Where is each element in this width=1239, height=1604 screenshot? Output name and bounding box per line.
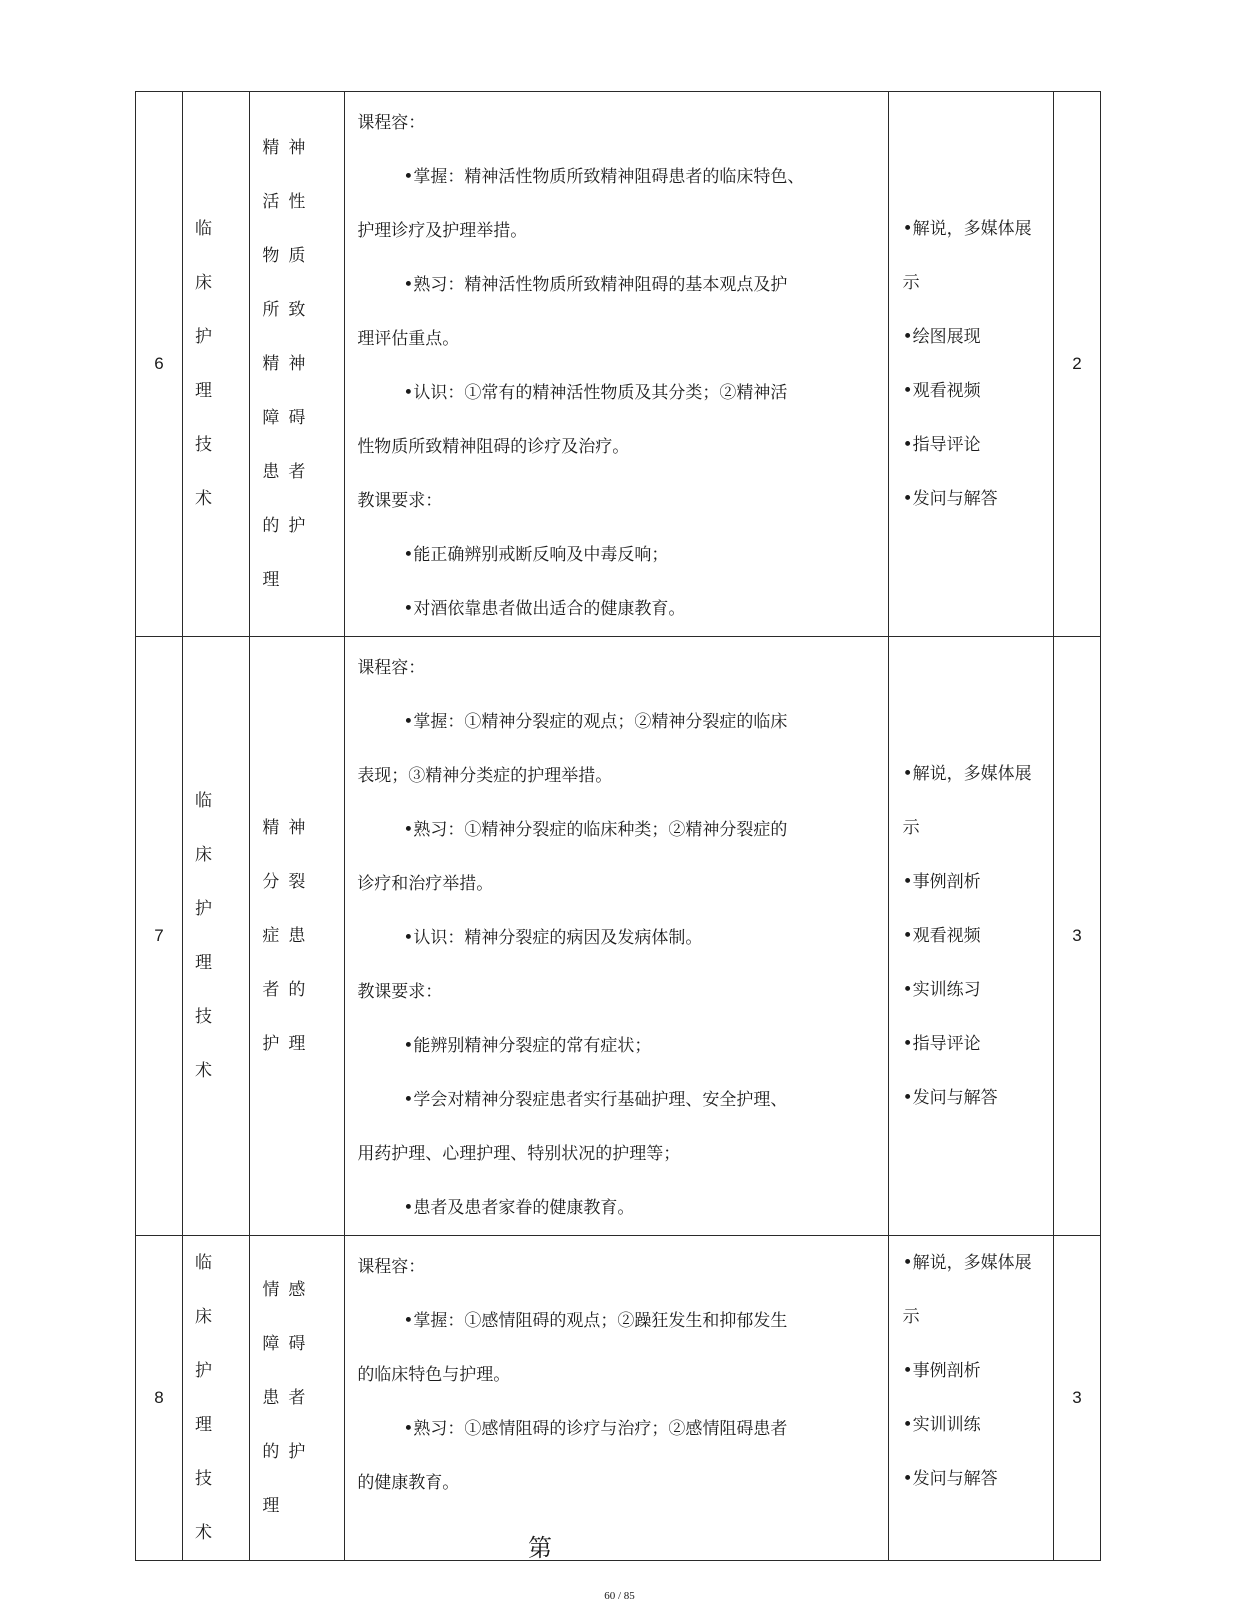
topic-cell: 精神分裂症患者的护理 <box>250 637 345 1236</box>
content-line: •熟习：①精神分裂症的临床种类；②精神分裂症的 <box>403 820 788 840</box>
methods-cell <box>888 1236 1053 1561</box>
content-cell <box>345 637 888 1236</box>
method-item: •实训训练 <box>902 1415 981 1435</box>
page-number: 60 / 85 <box>604 1590 635 1602</box>
content-line: •对酒依靠患者做出适合的健康教育。 <box>403 599 686 619</box>
content-line: •患者及患者家眷的健康教育。 <box>403 1198 635 1218</box>
content-line: 用药护理、心理护理、特别状况的护理等； <box>357 1144 681 1164</box>
content-cell <box>345 92 888 637</box>
content-line: 的临床特色与护理。 <box>357 1365 511 1385</box>
content-line: 课程容： <box>357 658 426 678</box>
row-number: 8 <box>136 1236 183 1561</box>
method-item: •发问与解答 <box>902 489 998 509</box>
method-item: •事例剖析 <box>902 872 981 892</box>
method-item: •指导评论 <box>902 435 981 455</box>
content-line: 表现；③精神分类症的护理举措。 <box>357 766 613 786</box>
topic-cell: 情感障碍患者的护理 <box>250 1236 345 1561</box>
method-item: •观看视频 <box>902 381 981 401</box>
page-footer-char: 第 <box>528 1534 552 1562</box>
content-line: •掌握：①感情阻碍的观点；②躁狂发生和抑郁发生 <box>403 1311 788 1331</box>
method-item: •观看视频 <box>902 926 981 946</box>
content-line: 理评估重点。 <box>357 329 460 349</box>
table-row <box>136 92 1101 637</box>
table-row <box>136 1236 1101 1561</box>
hours-cell: 2 <box>1053 92 1100 637</box>
content-line: 性物质所致精神阻碍的诊疗及治疗。 <box>357 437 630 457</box>
content-cell <box>345 1236 888 1561</box>
method-item: •解说，多媒体展 <box>902 219 1032 239</box>
method-item: •解说，多媒体展 <box>902 764 1032 784</box>
method-item: •绘图展现 <box>902 327 981 347</box>
hours-cell: 3 <box>1053 637 1100 1236</box>
module-cell: 临床护理技术 <box>182 1236 249 1561</box>
method-item: 示 <box>902 1307 920 1327</box>
topic-cell: 精神活性物质所致精神障碍患者的护理 <box>250 92 345 637</box>
content-line: •熟习：精神活性物质所致精神阻碍的基本观点及护 <box>403 275 788 295</box>
content-line: 教课要求： <box>357 491 443 511</box>
row-number: 6 <box>136 92 183 637</box>
hours-cell: 3 <box>1053 1236 1100 1561</box>
method-item: •解说，多媒体展 <box>902 1253 1032 1273</box>
content-line: •认识：精神分裂症的病因及发病体制。 <box>403 928 703 948</box>
content-line: 的健康教育。 <box>357 1473 460 1493</box>
row-number: 7 <box>136 637 183 1236</box>
content-line: •掌握：精神活性物质所致精神阻碍患者的临床特色、 <box>403 167 805 187</box>
content-line: 护理诊疗及护理举措。 <box>357 221 528 241</box>
method-item: •发问与解答 <box>902 1469 998 1489</box>
method-item: •指导评论 <box>902 1034 981 1054</box>
methods-cell <box>888 92 1053 637</box>
method-item: •发问与解答 <box>902 1088 998 1108</box>
methods-cell <box>888 637 1053 1236</box>
content-line: •认识：①常有的精神活性物质及其分类；②精神活 <box>403 383 788 403</box>
content-line: •能正确辨别戒断反响及中毒反响； <box>403 545 669 565</box>
module-cell: 临床护理技术 <box>182 92 249 637</box>
content-line: •学会对精神分裂症患者实行基础护理、安全护理、 <box>403 1090 788 1110</box>
method-item: 示 <box>902 273 920 293</box>
content-line: •掌握：①精神分裂症的观点；②精神分裂症的临床 <box>403 712 788 732</box>
module-cell: 临床护理技术 <box>182 637 249 1236</box>
method-item: •事例剖析 <box>902 1361 981 1381</box>
table-row <box>136 637 1101 1236</box>
content-line: 课程容： <box>357 1257 426 1277</box>
method-item: 示 <box>902 818 920 838</box>
content-line: •能辨别精神分裂症的常有症状； <box>403 1036 652 1056</box>
content-line: •熟习：①感情阻碍的诊疗与治疗；②感情阻碍患者 <box>403 1419 788 1439</box>
curriculum-table <box>135 91 1101 1561</box>
content-line: 诊疗和治疗举措。 <box>357 874 494 894</box>
content-line: 课程容： <box>357 113 426 133</box>
method-item: •实训练习 <box>902 980 981 1000</box>
content-line: 教课要求： <box>357 982 443 1002</box>
